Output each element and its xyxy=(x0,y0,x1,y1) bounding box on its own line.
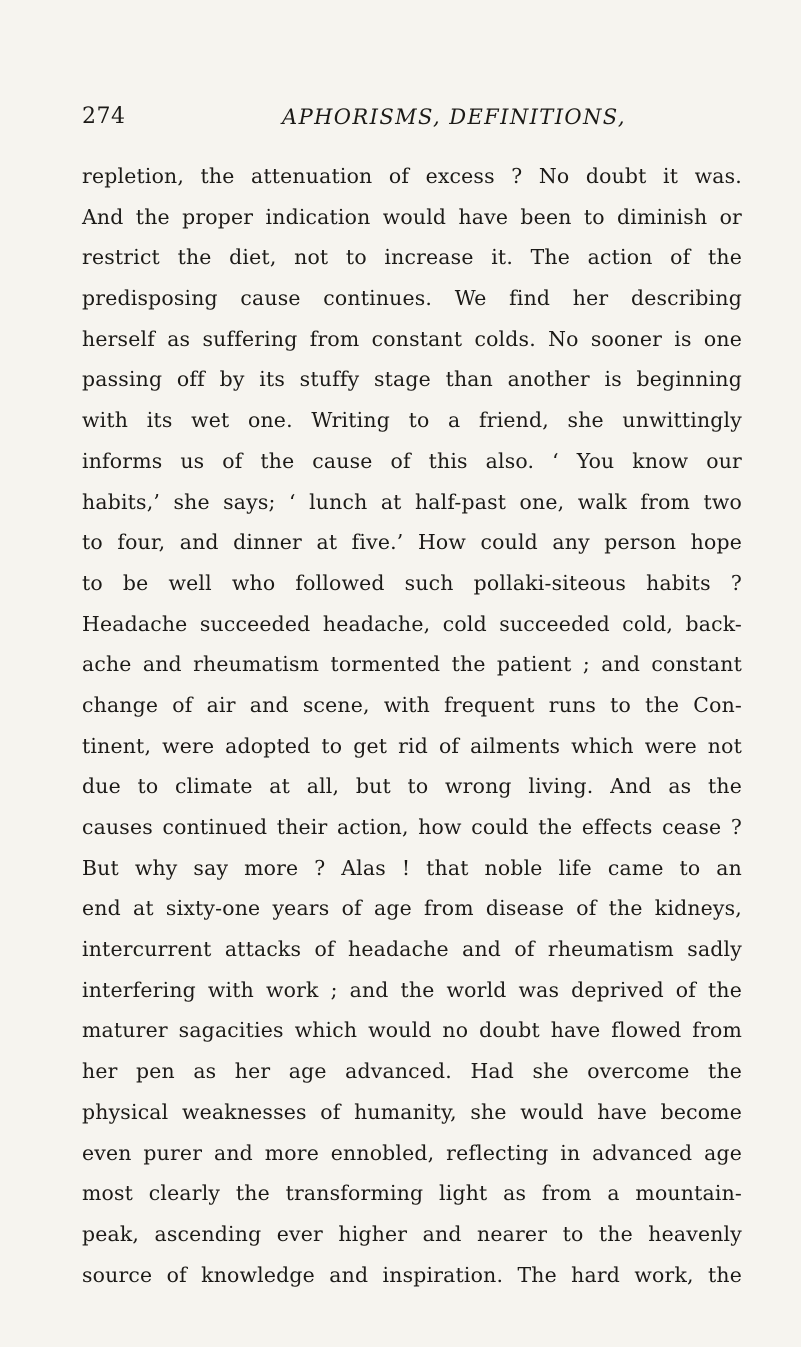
text-line: change of air and scene, with frequent runs to the Con- xyxy=(82,692,742,717)
text-line: due to climate at all, but to wrong living. And as the xyxy=(82,774,742,799)
text-line: causes continued their action, how could the effects cease ? xyxy=(82,815,742,839)
text-line: with its wet one. Writing to a friend, she unwittingly xyxy=(82,408,742,433)
text-line: informs us of the cause of this also. ‘ You know our xyxy=(82,448,742,473)
text-line: to four, and dinner at five.’ How could any person hope xyxy=(82,530,742,555)
text-line: passing off by its stuffy stage than another is beginning xyxy=(82,367,742,392)
body-text xyxy=(82,156,742,1295)
text-line: predisposing cause continues. We find her describing xyxy=(82,286,742,311)
text-line: to be well who followed such pollaki-siteous habits ? xyxy=(82,570,742,595)
text-line: habits,’ she says; ‘ lunch at half-past one, walk from two xyxy=(82,489,742,514)
text-line: repletion, the attenuation of excess ? No doubt it was. xyxy=(82,164,742,188)
running-title: APHORISMS, DEFINITIONS, xyxy=(282,105,626,129)
text-line: intercurrent attacks of headache and of rheumatism sadly xyxy=(82,937,742,962)
text-line: tinent, were adopted to get rid of ailments which were not xyxy=(82,733,742,758)
text-line: peak, ascending ever higher and nearer to the heavenly xyxy=(82,1221,742,1246)
text-line: ache and rheumatism tormented the patient ; and constant xyxy=(82,652,742,677)
text-line: most clearly the transforming light as from a mountain- xyxy=(82,1181,742,1206)
text-line: even purer and more ennobled, reflecting in advanced age xyxy=(82,1140,742,1165)
text-line: physical weaknesses of humanity, she would have become xyxy=(82,1099,742,1124)
page-number: 274 xyxy=(82,104,126,129)
text-line: And the proper indication would have been to diminish or xyxy=(82,204,742,229)
text-line: maturer sagacities which would no doubt have flowed from xyxy=(82,1018,742,1043)
text-line: Headache succeeded headache, cold succeeded cold, back- xyxy=(82,611,742,636)
text-line: herself as suffering from constant colds. No sooner is one xyxy=(82,326,742,351)
text-line: her pen as her age advanced. Had she overcome the xyxy=(82,1059,742,1084)
text-line: restrict the diet, not to increase it. The action of the xyxy=(82,245,742,270)
text-line: But why say more ? Alas ! that noble life came to an xyxy=(82,855,742,880)
running-head xyxy=(82,100,732,134)
text-line: end at sixty-one years of age from disease of the kidneys, xyxy=(82,896,742,921)
text-line: source of knowledge and inspiration. The hard work, the xyxy=(82,1262,742,1287)
text-line: interfering with work ; and the world was deprived of the xyxy=(82,977,742,1002)
